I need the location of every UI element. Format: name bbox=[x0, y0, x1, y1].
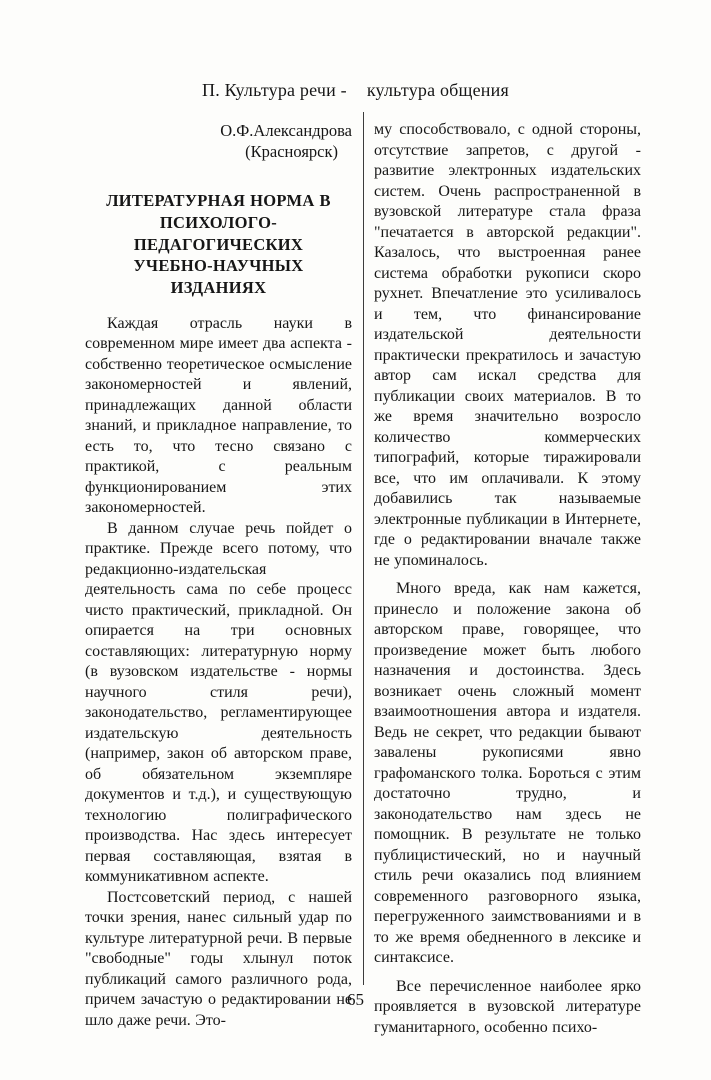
page-number: 65 bbox=[347, 990, 364, 1009]
paragraph: Много вреда, как нам кажется, принесло и положение закона об авторском праве, говорящее, что произведение может быть любого назначения и достоинства. Здесь возникает очень сложный момент взаимоотношения автора и издателя. Ведь не секрет, что редакции бывают завалены рукописями явно графоманского толка. Бороться с этим достаточно трудно, и законодательство нам здесь не помощник. В результате не только публицистический, но и научный стиль речи оказались под влиянием современного разговорного языка, перегруженного заимствованиями и в то же время обедненного в лексике и синтаксисе. bbox=[374, 580, 641, 966]
title-line: ИЗДАНИЯХ bbox=[170, 278, 267, 298]
running-header-right: культура общения bbox=[366, 80, 509, 100]
paragraph: В данном случае речь пойдет о практике. Прежде всего потому, что редакционно-издательская деятельность сама по себе процесс чисто практический, прикладной. Он опирается на три основных составляющих: литературную норму (в вузовском издательстве - нормы научного стиля речи), законодательство, регламентирующее издательскую деятельность (например, закон об авторском праве, об обязательном экземпляре документов и т.д.), и существующую технологию полиграфического производства. Нас здесь интересует первая составляющая, взятая в коммуникативном аспекте. bbox=[85, 519, 352, 886]
author-block bbox=[85, 120, 352, 162]
author-name: О.Ф.Александрова bbox=[220, 121, 352, 140]
article-title bbox=[85, 190, 352, 299]
running-header-left: П. Культура речи - bbox=[202, 80, 347, 100]
paragraph: Постсоветский период, с нашей точки зрения, нанес сильный удар по культуре литературной речи. В первые "свободные" годы хлынул поток публикаций самого различного рода, причем зачастую о редактировании не шло даже речи. Это- bbox=[85, 888, 352, 1029]
author-location: (Красноярск) bbox=[245, 142, 338, 161]
text-columns bbox=[85, 112, 641, 1038]
running-header bbox=[0, 80, 711, 101]
title-line: УЧЕБНО-НАУЧНЫХ bbox=[133, 256, 304, 276]
left-column bbox=[85, 112, 352, 1038]
paragraph: Все перечисленное наиболее ярко проявляется в вузовской литературе гуманитарного, особенно психо- bbox=[374, 977, 641, 1036]
title-line: ПСИХОЛОГО- bbox=[159, 212, 278, 232]
title-line: ЛИТЕРАТУРНАЯ НОРМА В bbox=[106, 191, 331, 210]
right-column bbox=[374, 112, 641, 1038]
title-line: ПЕДАГОГИЧЕСКИХ bbox=[133, 234, 304, 254]
paragraph: Каждая отрасль науки в современном мире имеет два аспекта - собственно теоретическое осмысление закономерностей и явлений, принадлежащих данной области знаний, и прикладное направление, то есть то, что тесно связано с практикой, с реальным функционированием этих закономерностей. bbox=[85, 314, 352, 517]
paragraph: му способствовало, с одной стороны, отсутствие запретов, с другой - развитие электронных издательских систем. Очень распространенной в вузовской литературе стала фраза "печатается в авторской редакции". Казалось, что выстроенная ранее система обработки рукописи скоро рухнет. Впечатление это усиливалось и тем, что финансирование издательской деятельности практически прекратилось и зачастую автор сам искал средства для публикации своих материалов. В то же время значительно возросло количество коммерческих типографий, которые тиражировали все, что им оплачивали. К этому добавились так называемые электронные публикации в Интернете, где о редактировании вначале также не упоминалось. bbox=[374, 121, 641, 569]
